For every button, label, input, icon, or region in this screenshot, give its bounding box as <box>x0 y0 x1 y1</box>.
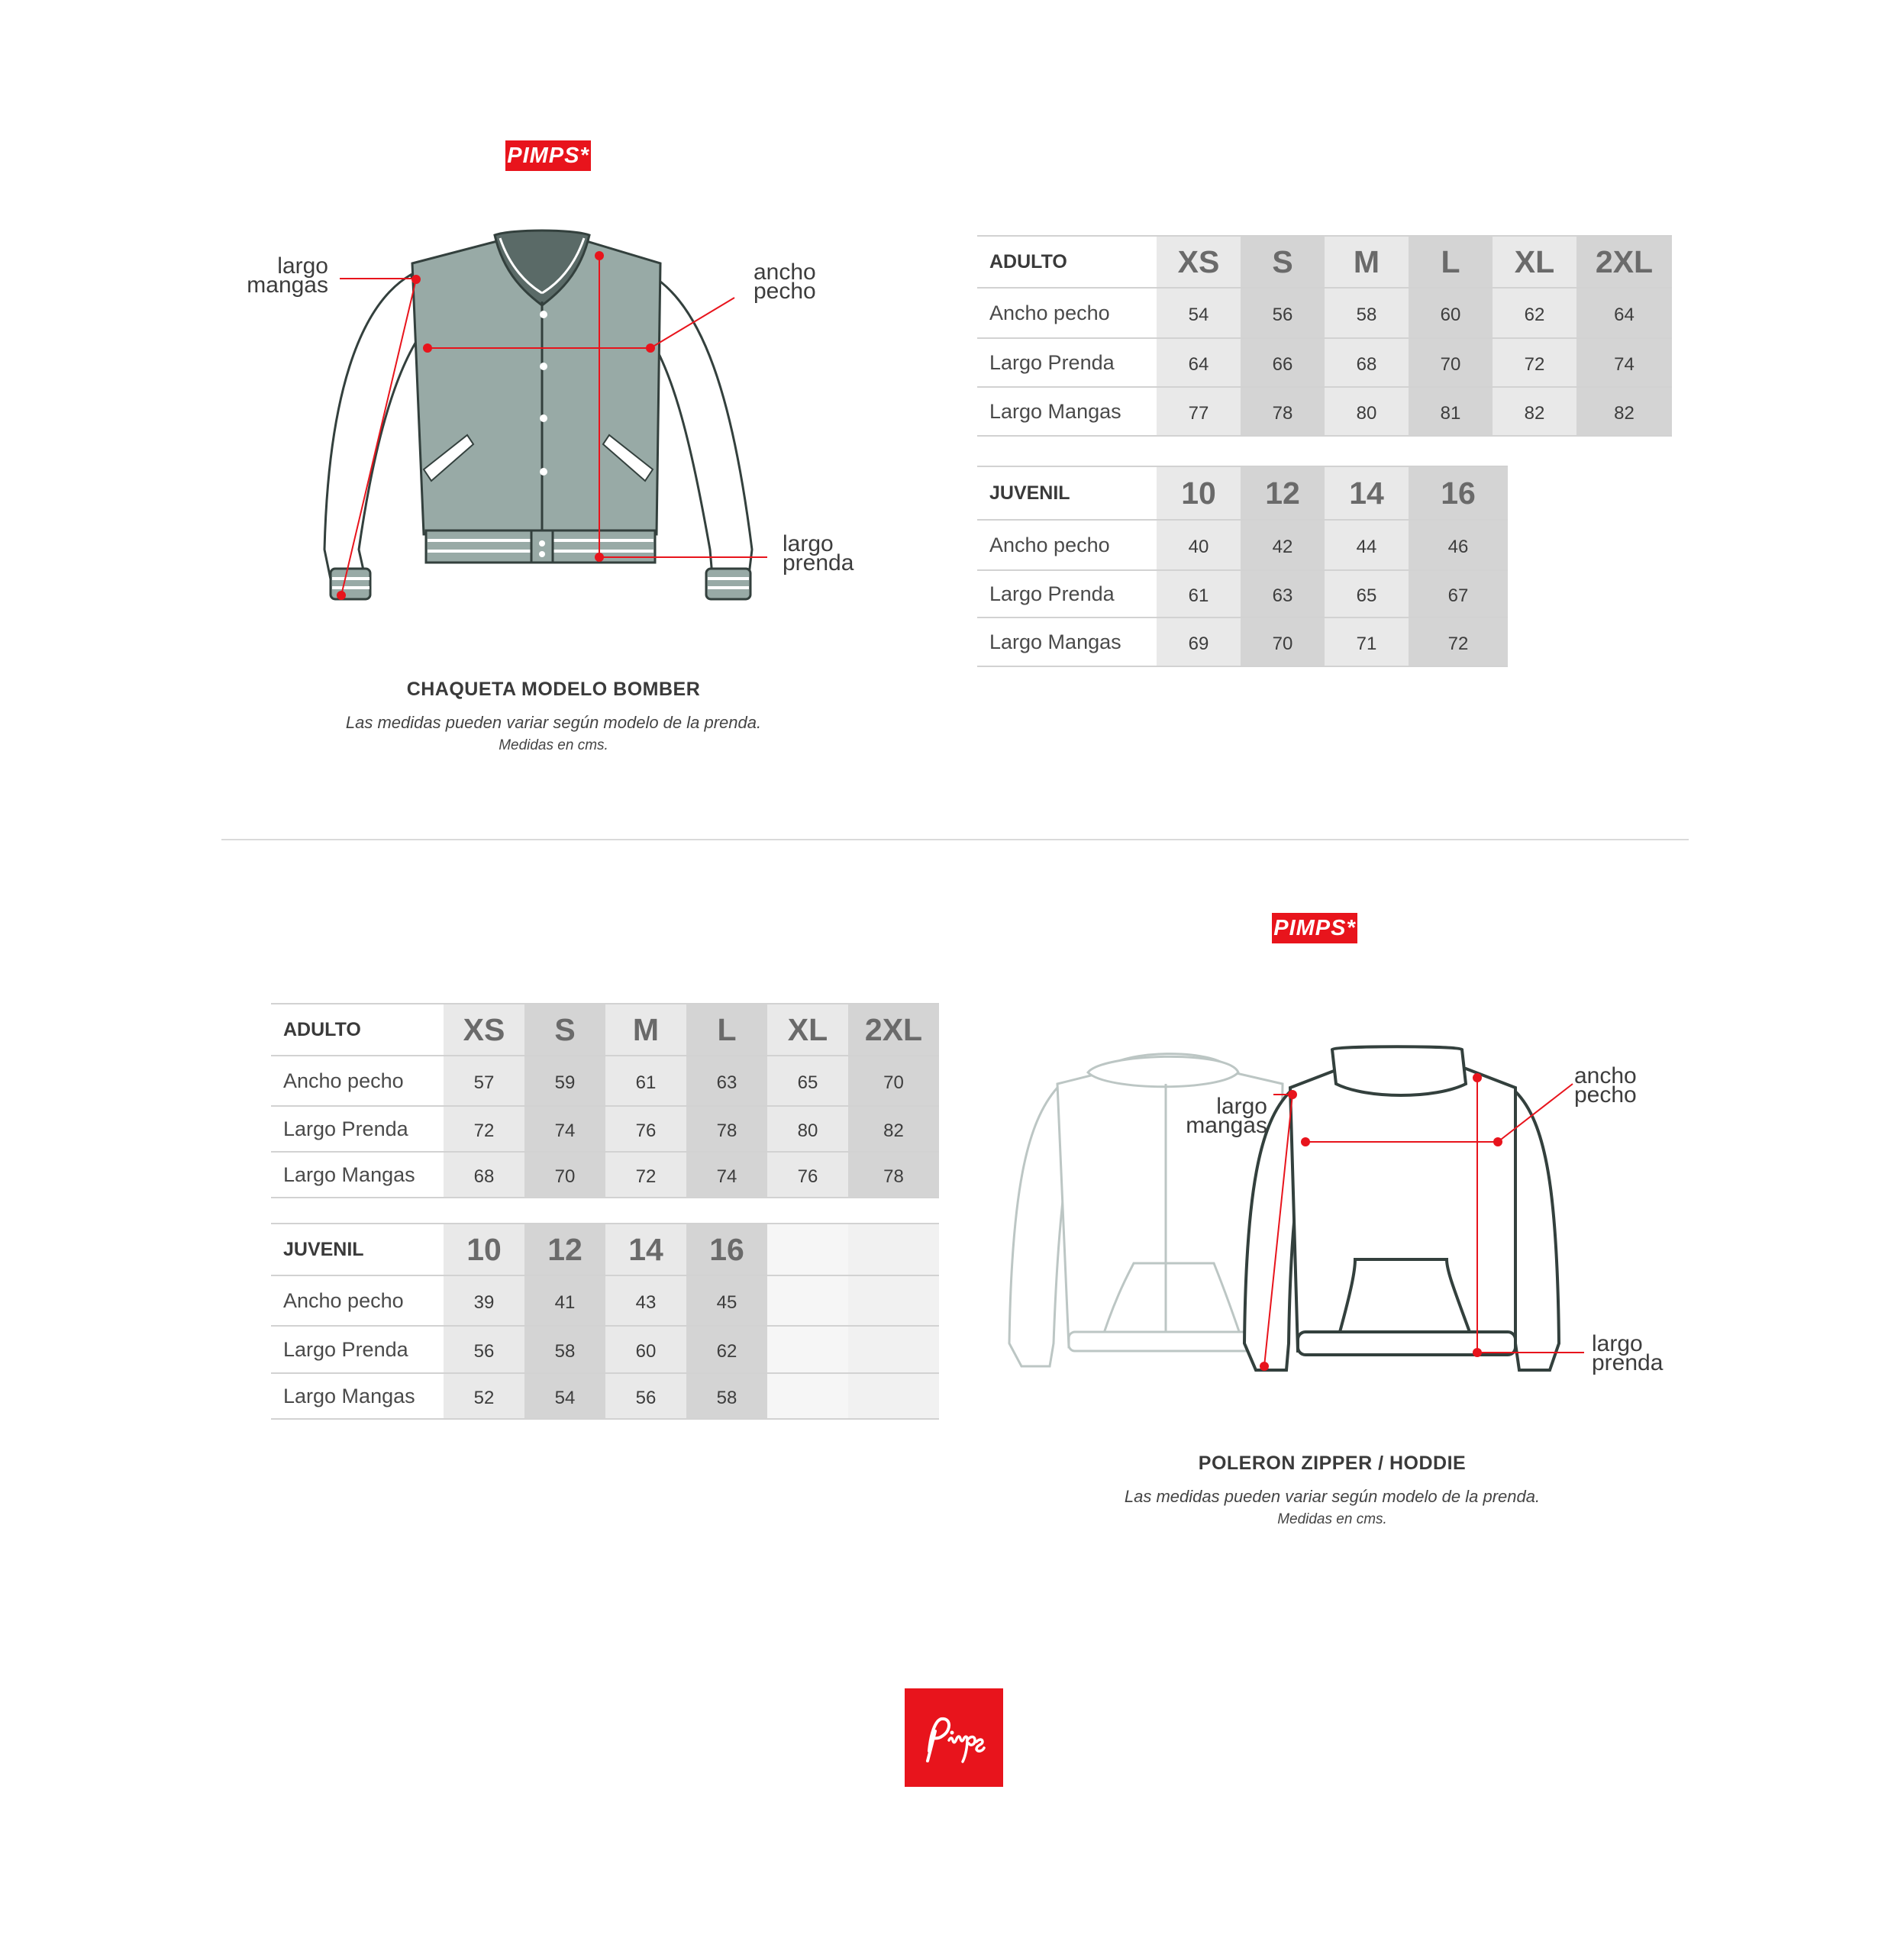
measurement-value: 70 <box>1241 617 1325 666</box>
size-header-12: 12 <box>1241 466 1325 520</box>
measurement-value: 78 <box>686 1106 767 1152</box>
pimps-signature-icon <box>912 1696 996 1780</box>
size-header-16: 16 <box>1409 466 1508 520</box>
measurement-value: 56 <box>605 1373 686 1419</box>
size-header-l: L <box>1409 236 1493 288</box>
hoodie-adult-size-table <box>271 1003 939 1198</box>
measurement-value: 78 <box>848 1152 939 1198</box>
measurement-value: 78 <box>1241 387 1325 436</box>
measurement-value: 41 <box>524 1275 605 1326</box>
size-table-row <box>271 1152 939 1198</box>
measurement-value: 67 <box>1409 570 1508 617</box>
measurement-value: 54 <box>524 1373 605 1419</box>
empty-cell <box>767 1224 848 1275</box>
measurement-value: 70 <box>848 1056 939 1106</box>
measurement-label: Largo Mangas <box>283 1162 415 1186</box>
size-header-xs: XS <box>1157 236 1241 288</box>
size-table-header-row <box>977 236 1672 288</box>
callout-largo-prenda: largo prenda <box>783 531 854 576</box>
size-header-12: 12 <box>524 1224 605 1275</box>
brand-logo-bomber: PIMPS* <box>505 140 591 171</box>
size-header-10: 10 <box>444 1224 524 1275</box>
measurement-value: 60 <box>1409 288 1493 338</box>
measurement-value: 74 <box>1576 338 1672 387</box>
size-header-16: 16 <box>686 1224 767 1275</box>
empty-cell <box>848 1224 939 1275</box>
size-header-xl: XL <box>767 1004 848 1056</box>
measurement-value: 62 <box>1493 288 1576 338</box>
size-table-header-row <box>271 1224 939 1275</box>
measurement-label: Largo Prenda <box>283 1117 408 1140</box>
size-table-row <box>271 1373 939 1419</box>
bomber-adult-size-table <box>977 235 1672 437</box>
measurement-value: 72 <box>605 1152 686 1198</box>
measurement-value: 80 <box>767 1106 848 1152</box>
measurement-value: 62 <box>686 1326 767 1373</box>
measurement-value: 56 <box>444 1326 524 1373</box>
callout-ancho-pecho-hoodie: ancho pecho <box>1574 1063 1637 1108</box>
measurement-value: 61 <box>605 1056 686 1106</box>
size-header-s: S <box>1241 236 1325 288</box>
measurement-value: 71 <box>1325 617 1409 666</box>
size-table-header-row <box>977 466 1508 520</box>
size-table-row <box>977 570 1508 617</box>
brand-logo-hoodie: PIMPS* <box>1272 913 1357 943</box>
hoodie-units: Medidas en cms. <box>1277 1511 1387 1527</box>
measurement-label: Largo Prenda <box>283 1337 408 1361</box>
callout-largo-mangas-hoodie: largo mangas <box>1186 1094 1267 1138</box>
measurement-value: 66 <box>1241 338 1325 387</box>
bomber-note: Las medidas pueden variar según modelo de la prenda. <box>345 713 762 732</box>
size-group-label: JUVENIL <box>989 482 1070 504</box>
size-header-xl: XL <box>1493 236 1576 288</box>
measurement-value: 59 <box>524 1056 605 1106</box>
measurement-value: 77 <box>1157 387 1241 436</box>
bomber-units: Medidas en cms. <box>499 737 608 753</box>
measurement-value: 54 <box>1157 288 1241 338</box>
measurement-label: Ancho pecho <box>283 1288 404 1312</box>
empty-cell <box>767 1373 848 1419</box>
measurement-value: 65 <box>1325 570 1409 617</box>
measurement-value: 70 <box>1409 338 1493 387</box>
measurement-value: 81 <box>1409 387 1493 436</box>
measurement-value: 43 <box>605 1275 686 1326</box>
size-header-l: L <box>686 1004 767 1056</box>
bomber-title: CHAQUETA MODELO BOMBER <box>406 679 701 700</box>
empty-cell <box>767 1326 848 1373</box>
footer-brand-logo <box>905 1688 1003 1787</box>
bomber-jacket-illustration <box>321 221 779 618</box>
size-table-row <box>977 520 1508 570</box>
measurement-value: 61 <box>1157 570 1241 617</box>
size-table-header-row <box>271 1004 939 1056</box>
size-table-row <box>977 338 1672 387</box>
empty-cell <box>848 1326 939 1373</box>
measurement-value: 45 <box>686 1275 767 1326</box>
hoodie-caption <box>1046 1453 1618 1528</box>
section-divider <box>221 839 1689 840</box>
measurement-value: 44 <box>1325 520 1409 570</box>
size-group-label: ADULTO <box>283 1018 361 1040</box>
size-table-row <box>271 1056 939 1106</box>
size-header-m: M <box>1325 236 1409 288</box>
callout-largo-mangas: largo mangas <box>247 253 328 298</box>
measurement-value: 80 <box>1325 387 1409 436</box>
measurement-value: 65 <box>767 1056 848 1106</box>
measurement-value: 60 <box>605 1326 686 1373</box>
measurement-value: 58 <box>524 1326 605 1373</box>
measurement-label: Largo Prenda <box>989 582 1115 605</box>
hoodie-title: POLERON ZIPPER / HODDIE <box>1198 1453 1467 1474</box>
size-header-s: S <box>524 1004 605 1056</box>
measurement-value: 64 <box>1576 288 1672 338</box>
size-header-14: 14 <box>1325 466 1409 520</box>
hoodie-note: Las medidas pueden variar según modelo de la prenda. <box>1124 1487 1541 1506</box>
measurement-value: 57 <box>444 1056 524 1106</box>
measurement-value: 82 <box>1493 387 1576 436</box>
measurement-value: 46 <box>1409 520 1508 570</box>
measurement-value: 58 <box>1325 288 1409 338</box>
size-table-row <box>271 1106 939 1152</box>
size-header-10: 10 <box>1157 466 1241 520</box>
size-group-label: JUVENIL <box>283 1238 364 1260</box>
measurement-value: 76 <box>605 1106 686 1152</box>
measurement-value: 82 <box>1576 387 1672 436</box>
measurement-label: Ancho pecho <box>989 301 1110 324</box>
size-table-row <box>271 1275 939 1326</box>
measurement-label: Largo Prenda <box>989 350 1115 374</box>
hoodie-junior-size-table <box>271 1223 939 1420</box>
measurement-value: 63 <box>686 1056 767 1106</box>
measurement-value: 58 <box>686 1373 767 1419</box>
hoodie-illustration <box>1004 1042 1561 1378</box>
measurement-value: 72 <box>1493 338 1576 387</box>
measurement-value: 39 <box>444 1275 524 1326</box>
empty-cell <box>848 1275 939 1326</box>
measurement-value: 82 <box>848 1106 939 1152</box>
measurement-value: 56 <box>1241 288 1325 338</box>
measurement-label: Largo Mangas <box>283 1384 415 1407</box>
measurement-value: 64 <box>1157 338 1241 387</box>
measurement-label: Ancho pecho <box>989 533 1110 556</box>
measurement-value: 72 <box>1409 617 1508 666</box>
callout-largo-prenda-hoodie: largo prenda <box>1592 1331 1664 1375</box>
measurement-value: 52 <box>444 1373 524 1419</box>
measurement-value: 76 <box>767 1152 848 1198</box>
size-header-2xl: 2XL <box>848 1004 939 1056</box>
size-header-14: 14 <box>605 1224 686 1275</box>
measurement-value: 74 <box>686 1152 767 1198</box>
size-table-row <box>271 1326 939 1373</box>
size-header-xs: XS <box>444 1004 524 1056</box>
measurement-value: 40 <box>1157 520 1241 570</box>
measurement-value: 42 <box>1241 520 1325 570</box>
measurement-value: 74 <box>524 1106 605 1152</box>
measurement-value: 70 <box>524 1152 605 1198</box>
size-table-row <box>977 288 1672 338</box>
callout-ancho-pecho: ancho pecho <box>754 260 816 304</box>
measurement-value: 72 <box>444 1106 524 1152</box>
size-table-row <box>977 387 1672 436</box>
empty-cell <box>767 1275 848 1326</box>
measurement-value: 68 <box>1325 338 1409 387</box>
size-header-2xl: 2XL <box>1576 236 1672 288</box>
size-table-row <box>977 617 1508 666</box>
bomber-caption <box>267 679 840 754</box>
size-header-m: M <box>605 1004 686 1056</box>
empty-cell <box>848 1373 939 1419</box>
bomber-junior-size-table <box>977 466 1508 667</box>
measurement-label: Largo Mangas <box>989 399 1121 423</box>
measurement-value: 63 <box>1241 570 1325 617</box>
measurement-value: 68 <box>444 1152 524 1198</box>
measurement-label: Largo Mangas <box>989 630 1121 653</box>
size-group-label: ADULTO <box>989 250 1067 272</box>
measurement-label: Ancho pecho <box>283 1069 404 1092</box>
measurement-value: 69 <box>1157 617 1241 666</box>
